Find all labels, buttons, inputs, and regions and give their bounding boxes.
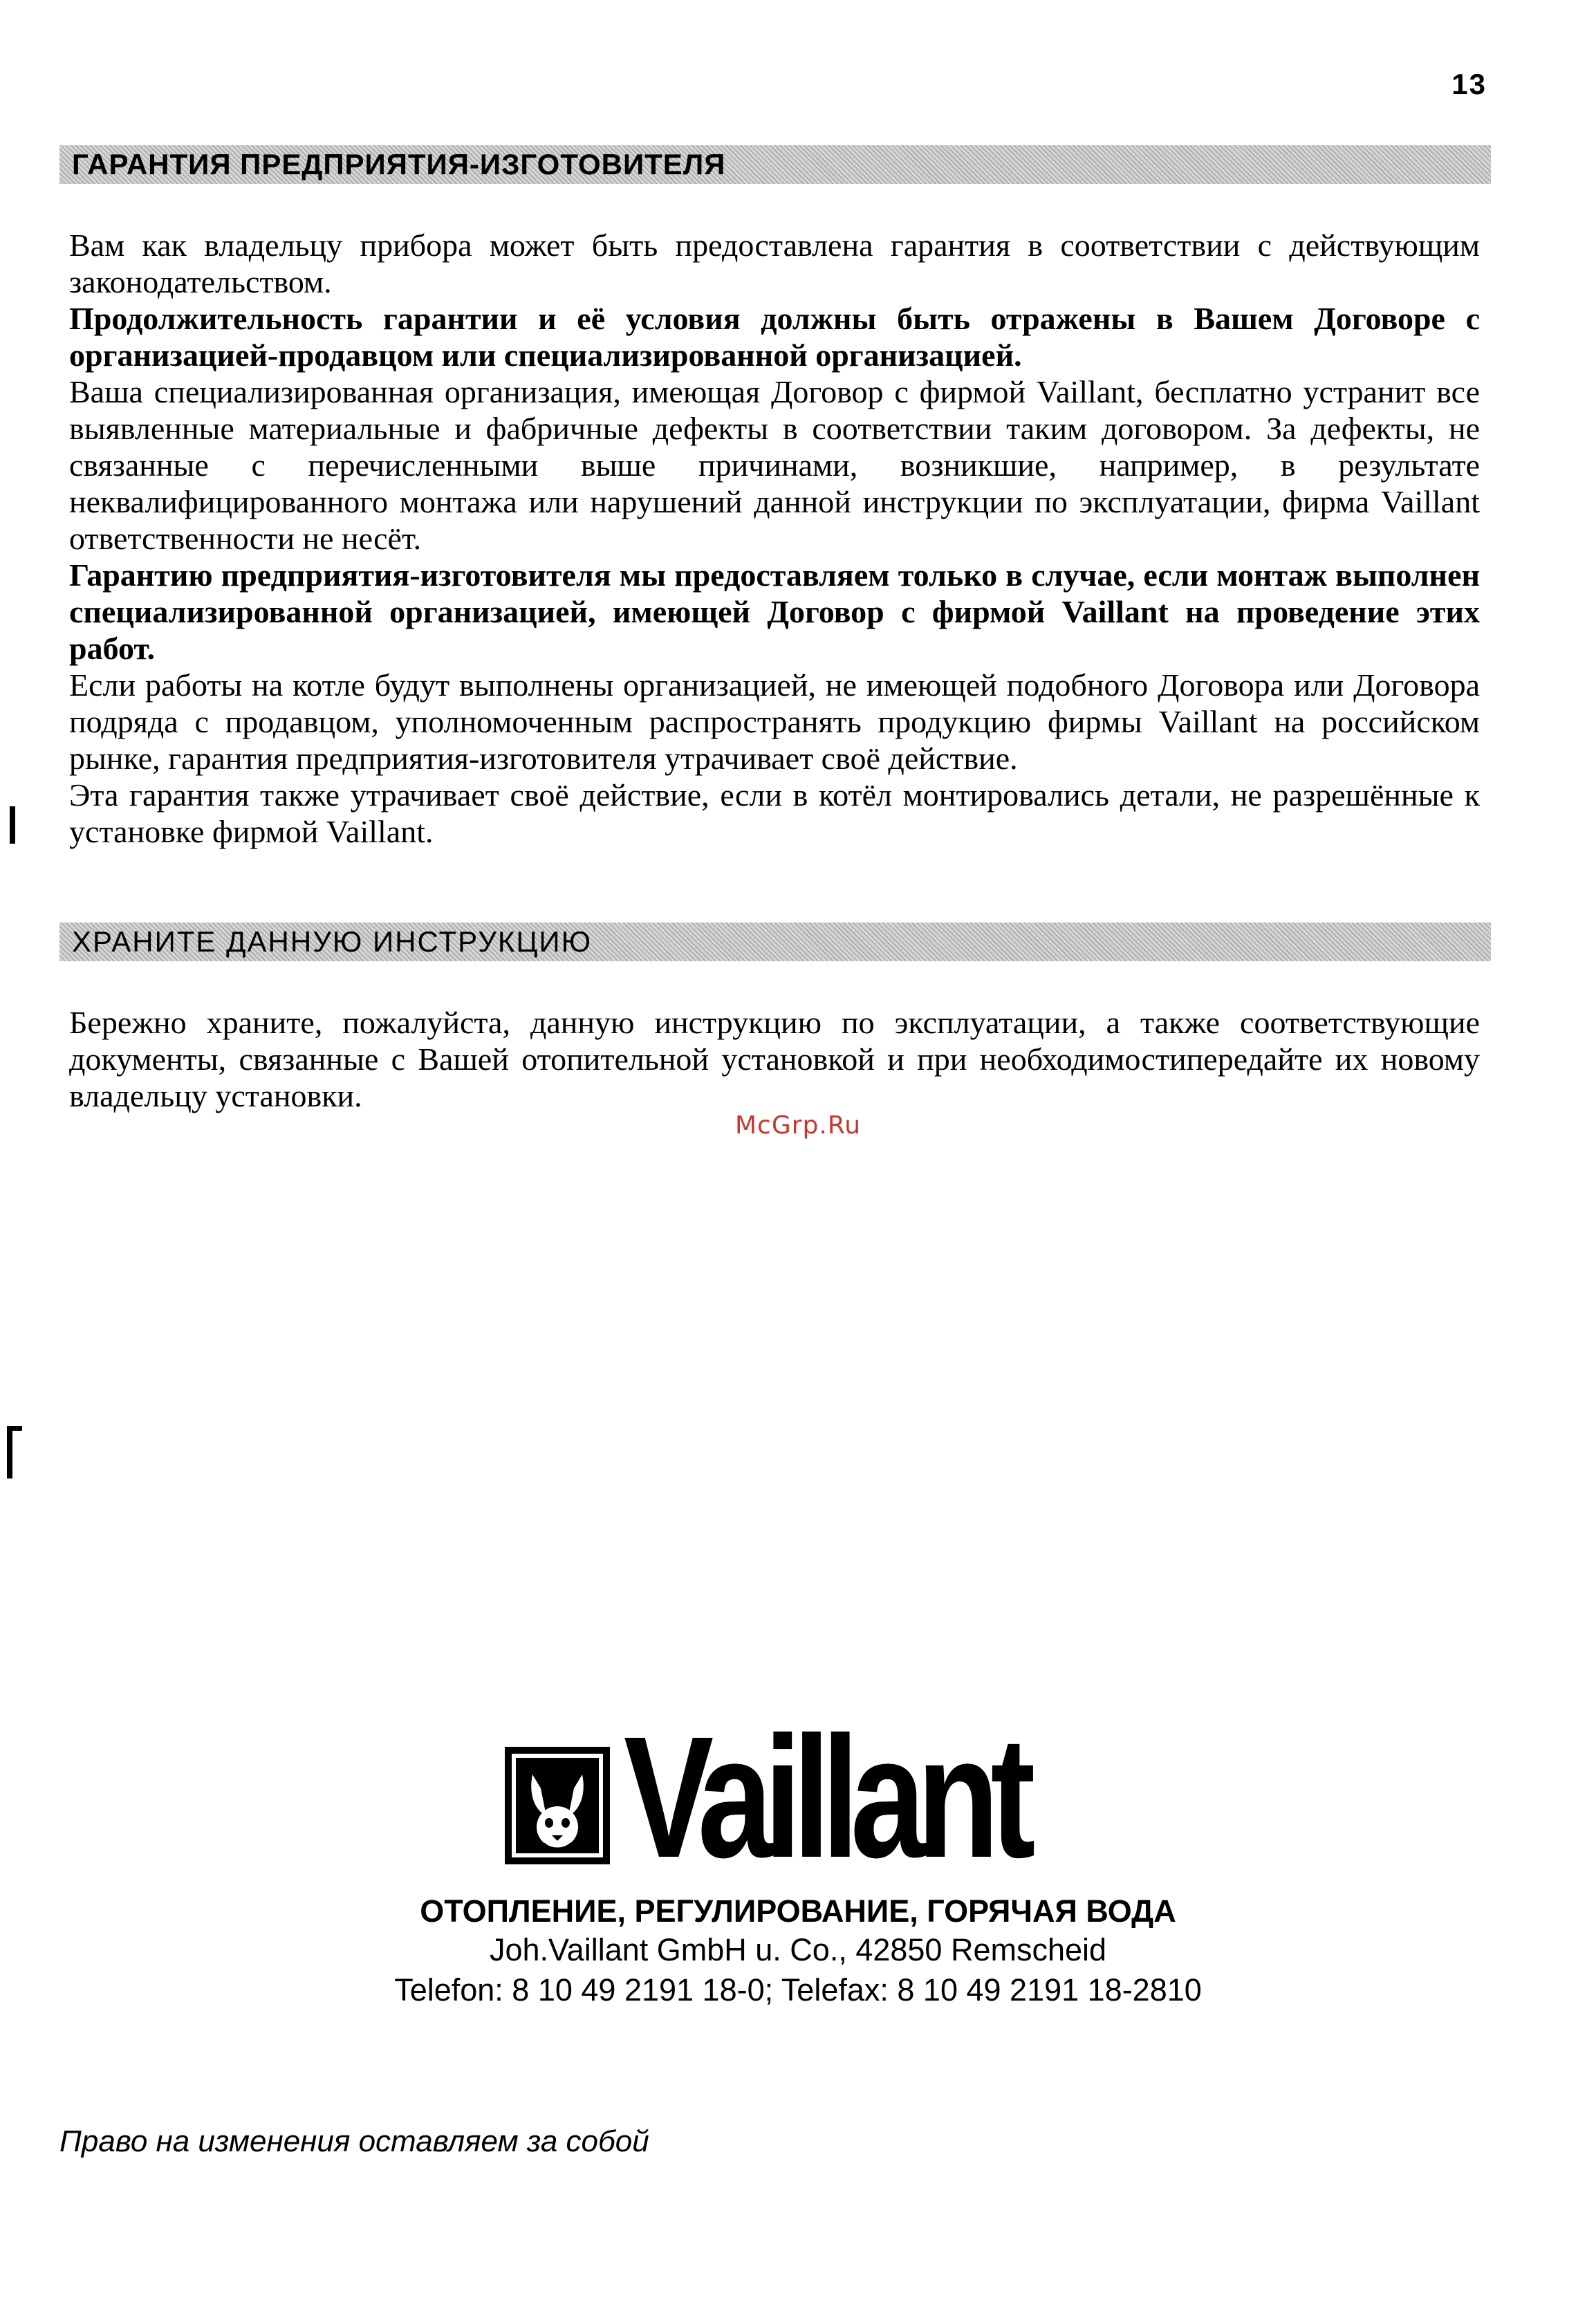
page-number: 13 (1451, 68, 1487, 100)
footer-slogan: ОТОПЛЕНИЕ, РЕГУЛИРОВАНИЕ, ГОРЯЧАЯ ВОДА (420, 1893, 1176, 1929)
keep-manual-text (69, 1004, 1480, 1114)
vaillant-logo (505, 1700, 1072, 1893)
scan-artifact (10, 806, 15, 844)
disclaimer: Право на изменения оставляем за собой (59, 2124, 649, 2158)
watermark: McGrp.Ru (734, 1111, 862, 1140)
footer-contacts: Telefon: 8 10 49 2191 18-0; Telefax: 8 10 49 2191 18-2810 (394, 1972, 1202, 2008)
logo-wordmark: Vaillant (624, 1700, 1027, 1893)
paragraph: Вам как владельцу прибора может быть предоставлена гарантия в соответствии с действующим законодательством. (69, 228, 1480, 299)
scan-artifact (7, 1426, 22, 1431)
warranty-text (69, 227, 1480, 850)
paragraph: Эта гарантия также утрачивает своё действие, если в котёл монтировались детали, не разрешённые к установке фирмой Vaillant. (69, 777, 1480, 849)
paragraph: Если работы на котле будут выполнены организацией, не имеющей подобного Договора или Договора подряда с продавцом, уполномоченным распространять продукцию фирмы Vaillant на российском рынке, гарантия предприятия-изготовителя утрачивает своё действие. (69, 667, 1480, 776)
section-header-keep-manual (59, 922, 1491, 961)
section-title-keep-manual: ХРАНИТЕ ДАННУЮ ИНСТРУКЦИЮ (72, 925, 593, 958)
paragraph: Бережно храните, пожалуйста, данную инструкцию по эксплуатации, а также соответствующие документы, связанные с Вашей отопительной установкой и при необходимостипередайте их новому владельцу установки. (69, 1005, 1480, 1113)
section-title-warranty: ГАРАНТИЯ ПРЕДПРИЯТИЯ-ИЗГОТОВИТЕЛЯ (72, 148, 726, 180)
section-header-warranty (59, 145, 1491, 184)
hare-logo-icon (505, 1747, 610, 1864)
paragraph-bold: Гарантию предприятия-изготовителя мы предоставляем только в случае, если монтаж выполнен специализированной организацией, имеющей Договор с фирмой Vaillant на проведение этих работ. (69, 557, 1480, 666)
paragraph: Ваша специализированная организация, имеющая Договор с фирмой Vaillant, бесплатно устранит все выявленные материальные и фабричные дефекты в соответствии таким договором. За дефекты, не связанные с перечисленными выше причинами, возникшие, например, в результате неквалифицированного монтажа или нарушений данной инструкции по эксплуатации, фирма Vaillant ответственности не несёт. (69, 374, 1480, 556)
scan-artifact (7, 1426, 12, 1478)
footer-company: Joh.Vaillant GmbH u. Co., 42850 Remscheid (489, 1932, 1107, 1967)
paragraph-bold: Продолжительность гарантии и её условия должны быть отражены в Вашем Договоре с организацией-продавцом или специализированной организацией. (69, 301, 1480, 373)
